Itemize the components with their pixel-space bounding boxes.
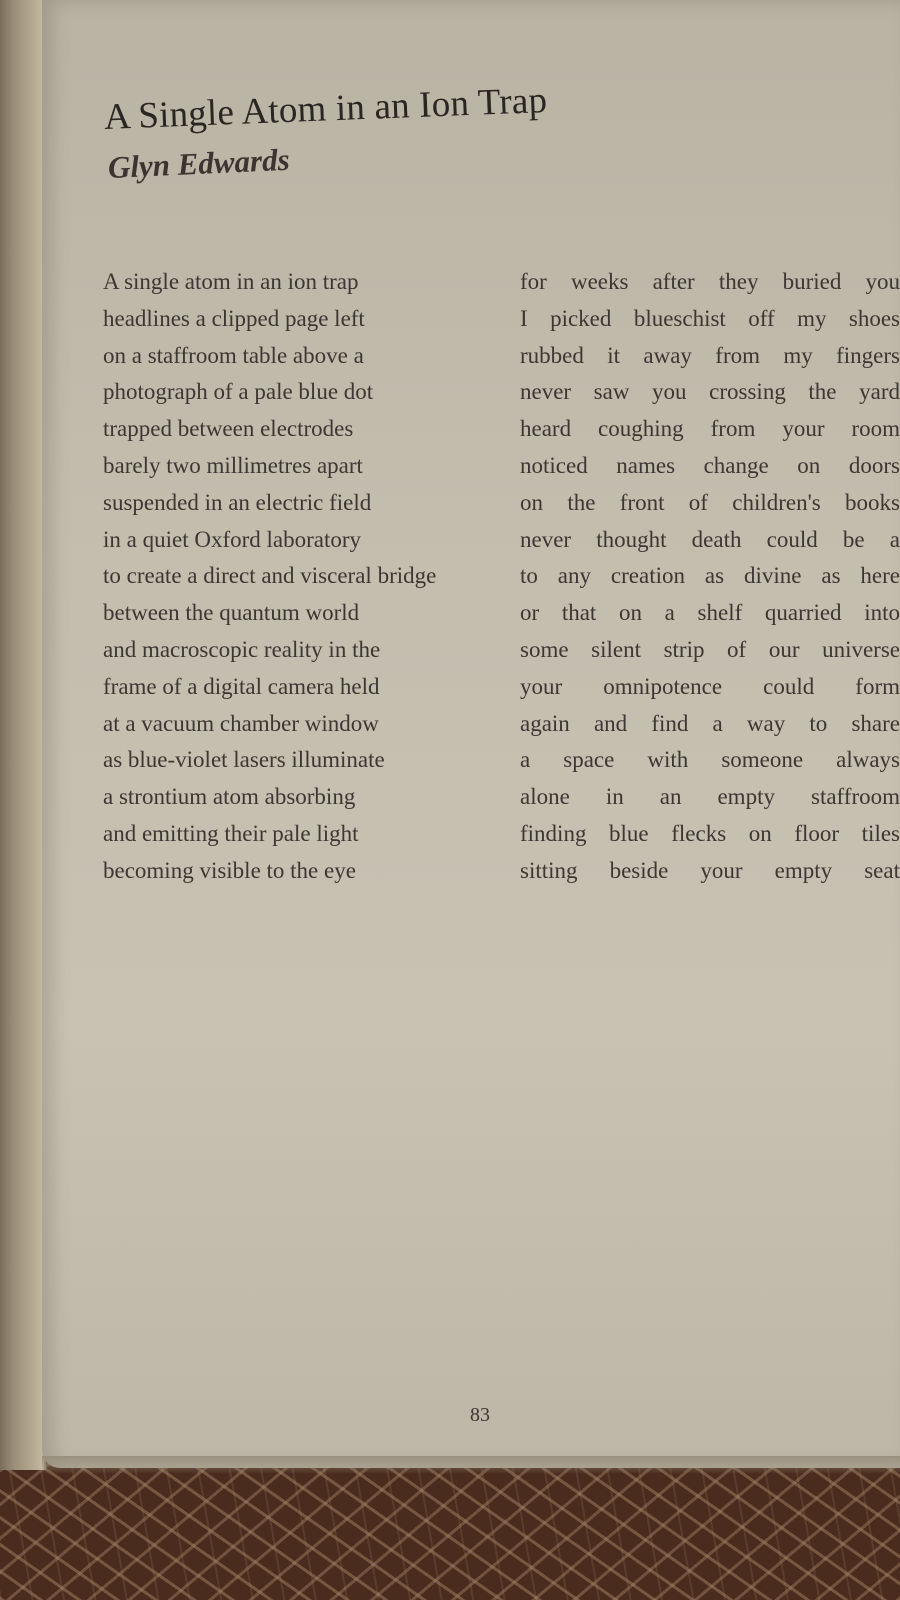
- poem-line: frame of a digital camera held: [103, 673, 380, 699]
- poem-line: a strontium atom absorbing: [103, 784, 356, 810]
- poem-line: between the quantum world: [103, 600, 360, 626]
- poem-author: Glyn Edwards: [107, 141, 291, 185]
- poem-line: your omnipotence could form: [520, 673, 900, 699]
- poem-line: heard coughing from your room: [520, 416, 900, 442]
- poem-title: A Single Atom in an Ion Trap: [103, 79, 548, 138]
- poem-left-column: [103, 264, 513, 890]
- poem-line: suspended in an electric field: [103, 489, 372, 515]
- poem-line: to create a direct and visceral bridge: [103, 563, 437, 589]
- book-page: [42, 0, 900, 1468]
- poem-line: A single atom in an ion trap: [103, 269, 359, 294]
- poem-line: sitting beside your empty seat: [520, 857, 900, 883]
- poem-line: to any creation as divine as here: [520, 563, 900, 589]
- poem-line: in a quiet Oxford laboratory: [103, 526, 362, 552]
- poem-line: as blue-violet lasers illuminate: [103, 747, 385, 773]
- poem-line: rubbed it away from my fingers: [520, 342, 900, 368]
- poem-line: noticed names change on doors: [520, 452, 900, 478]
- poem-line: never thought death could be a: [520, 526, 900, 552]
- poem-line: again and find a way to share: [520, 710, 900, 736]
- poem-line: some silent strip of our universe: [520, 636, 900, 662]
- poem-line: becoming visible to the eye: [103, 857, 356, 883]
- poem-line: on the front of children's books: [520, 489, 900, 515]
- poem-line: at a vacuum chamber window: [103, 710, 379, 736]
- poem-line: for weeks after they buried you: [520, 269, 900, 294]
- poem-line: alone in an empty staffroom: [520, 784, 900, 810]
- poem-line: never saw you crossing the yard: [520, 379, 900, 405]
- poem-line: headlines a clipped page left: [103, 305, 365, 331]
- page-number: 83: [470, 1404, 490, 1426]
- poem-line: on a staffroom table above a: [103, 342, 364, 368]
- poem-line: finding blue flecks on floor tiles: [520, 820, 900, 846]
- poem-line: photograph of a pale blue dot: [103, 379, 374, 405]
- poem-line: and macroscopic reality in the: [103, 636, 381, 662]
- poem-right-column: [520, 264, 900, 890]
- poem-line: and emitting their pale light: [103, 820, 359, 846]
- poem-line: barely two millimetres apart: [103, 452, 363, 478]
- poem-line: a space with someone always: [520, 747, 900, 773]
- poem-line: I picked blueschist off my shoes: [520, 305, 900, 331]
- poem-line: or that on a shelf quarried into: [520, 600, 900, 626]
- book-page-edges: [0, 0, 46, 1470]
- poem-line: trapped between electrodes: [103, 416, 354, 442]
